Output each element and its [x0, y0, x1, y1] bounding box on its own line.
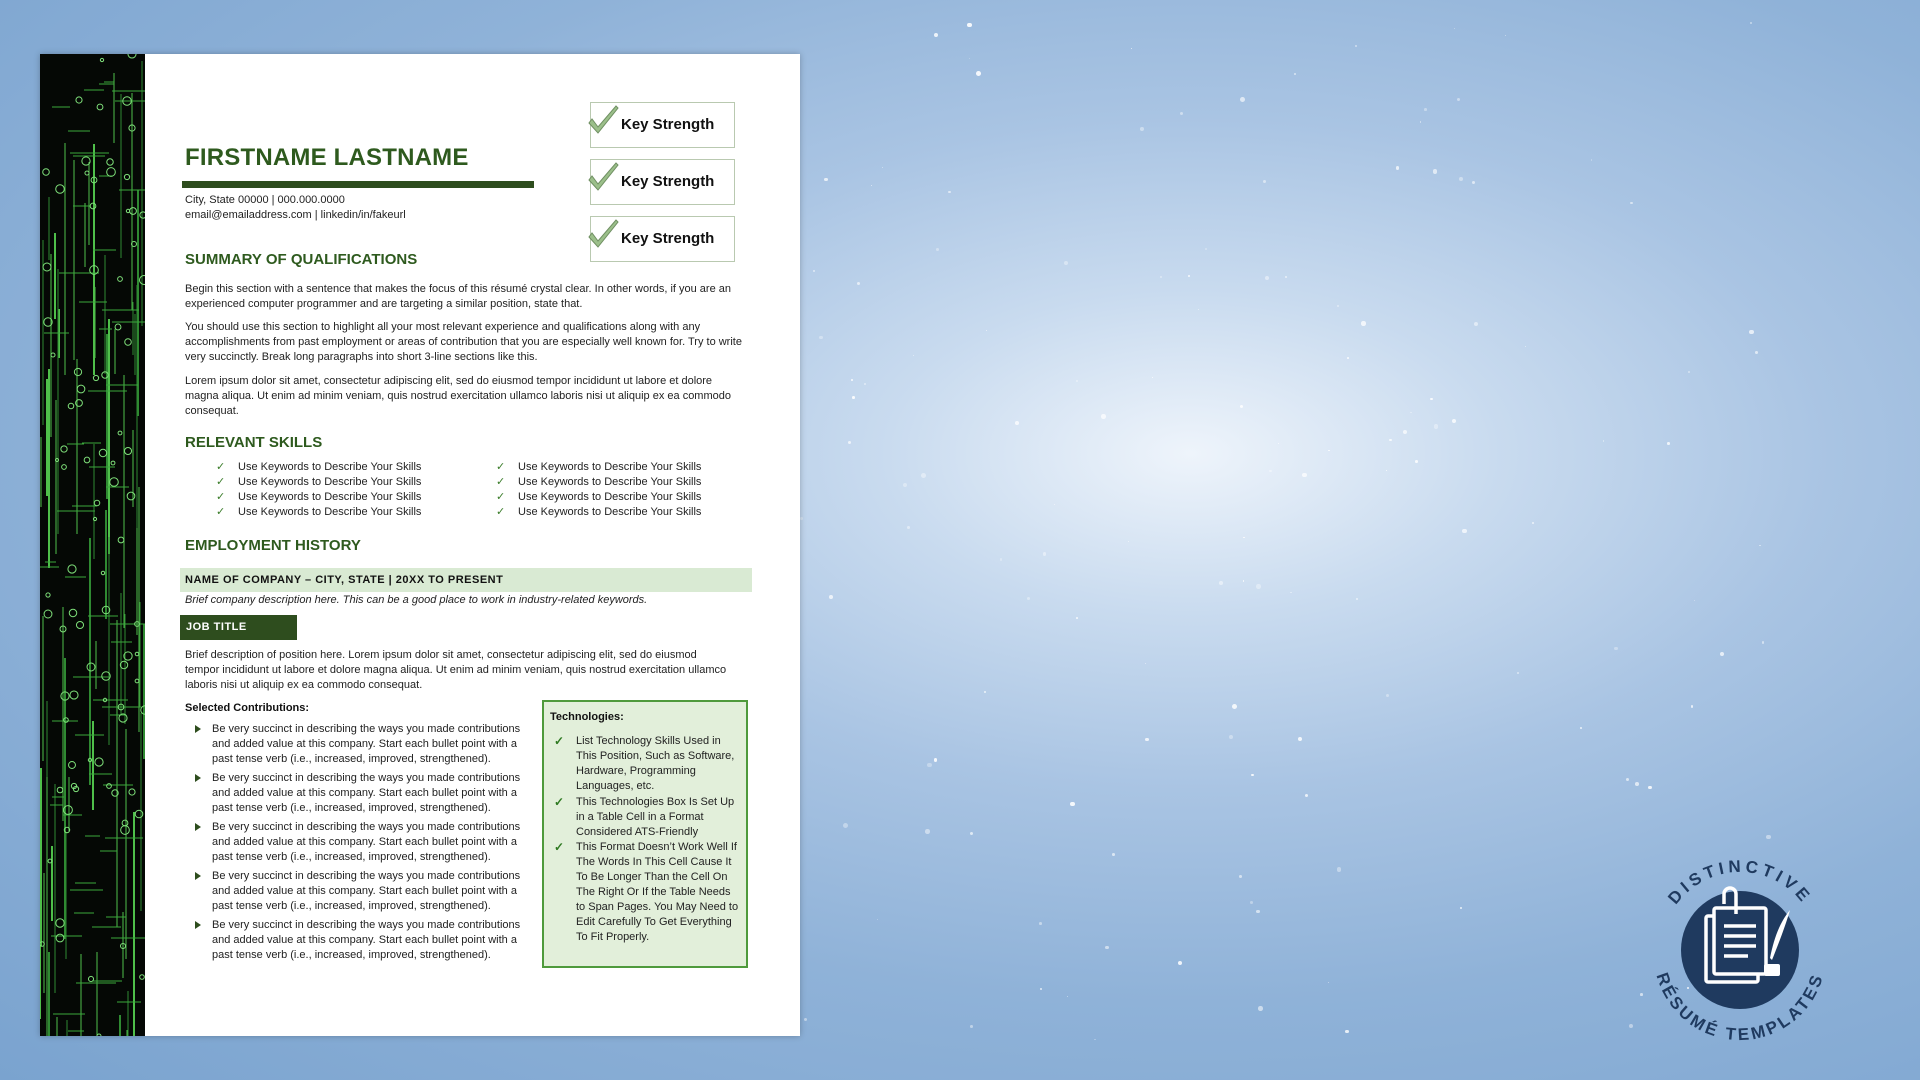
sparkle — [1452, 419, 1456, 423]
contribution-item: Be very succinct in describing the ways you made contributions and added value at this company. Start each bullet point with a past tense verb (i.e., increased, improved, strengthened). — [212, 820, 532, 865]
sparkle — [1766, 835, 1771, 840]
sparkle — [1460, 907, 1462, 909]
sparkle — [1762, 641, 1764, 643]
sparkle — [1396, 166, 1400, 170]
checkmark-icon — [585, 162, 621, 196]
circuit-pad — [107, 159, 113, 165]
circuit-pad — [77, 385, 85, 393]
sparkle — [1305, 794, 1308, 797]
sparkle — [1462, 529, 1467, 534]
company-description: Brief company description here. This can be a good place to work in industry-related keywords. — [185, 594, 648, 606]
sparkle — [1294, 73, 1296, 75]
skills-heading: RELEVANT SKILLS — [185, 434, 323, 451]
sparkle — [1591, 159, 1593, 161]
sparkle — [1459, 177, 1463, 181]
sparkle — [969, 58, 970, 59]
sparkle — [1152, 377, 1153, 378]
summary-paragraph-1: Begin this section with a sentence that makes the focus of this résumé crystal clear. In other words, if you are an experienced computer programmer and are targeting a similar position, state that. — [185, 283, 731, 310]
circuit-pad — [97, 1034, 101, 1036]
sparkle — [1424, 108, 1427, 111]
contribution-item: Be very succinct in describing the ways you made contributions and added value at this company. Start each bullet point with a past tense verb (i.e., increased, improved, strengthened). — [212, 918, 532, 963]
technology-item: ✓ This Format Doesn’t Work Well If The Words In This Cell Cause It To Be Longer Than the Cell On The Right Or If the Table Needs to Span Pages. You May Need to Edit Carefully To Get Everything To Fit Properly. — [554, 840, 739, 943]
technologies-box — [542, 700, 748, 968]
technologies-label: Technologies: — [550, 711, 624, 723]
sparkle — [1243, 580, 1244, 581]
skill-item: ✓ Use Keywords to Describe Your Skills — [496, 461, 702, 473]
sparkle — [925, 829, 930, 834]
job-title: JOB TITLE — [186, 621, 247, 633]
key-strength-label: Key Strength — [621, 173, 715, 190]
sparkle — [903, 483, 907, 487]
circuit-pad — [68, 565, 76, 573]
sparkle — [1328, 450, 1329, 451]
circuit-pad — [76, 97, 82, 103]
sparkle — [1648, 786, 1651, 789]
contribution-item: Be very succinct in describing the ways you made contributions and added value at this company. Start each bullet point with a past tense verb (i.e., increased, improved, strengthened). — [212, 869, 532, 914]
circuit-board-image — [40, 54, 145, 1036]
name-underline — [182, 181, 534, 188]
circuit-pad — [121, 826, 130, 835]
sparkle — [1229, 735, 1233, 739]
sparkle — [1269, 470, 1272, 473]
circuit-pad — [125, 339, 132, 346]
sparkle — [1420, 121, 1421, 122]
sparkle — [1145, 738, 1148, 741]
sparkle — [1070, 802, 1074, 806]
circuit-pad — [70, 691, 78, 699]
sparkle — [864, 383, 866, 385]
skill-item: ✓ Use Keywords to Describe Your Skills — [216, 506, 422, 518]
sparkle — [1691, 705, 1693, 707]
circuit-pad — [124, 447, 131, 454]
sparkle — [1043, 552, 1046, 555]
sparkle — [927, 763, 931, 767]
circuit-pad — [43, 169, 50, 176]
sparkle — [1403, 430, 1407, 434]
circuit-pad — [69, 762, 76, 769]
sparkle — [1101, 414, 1106, 419]
sparkle — [1250, 901, 1253, 904]
sparkle — [1290, 592, 1291, 593]
summary-paragraph-2: You should use this section to highlight all your most relevant experience and qualifications along with any accomplishments from past employment or areas of contribution that you are especially well known for. Try to write very succinctly. Break long paragraphs into short 3-line sections like this. — [185, 321, 742, 363]
circuit-pad — [118, 537, 124, 543]
company-band — [180, 568, 752, 592]
sparkle — [1105, 946, 1108, 949]
sparkle — [984, 691, 986, 693]
sparkle — [976, 71, 981, 76]
sparkle — [1517, 672, 1519, 674]
resume-name: FIRSTNAME LASTNAME — [185, 144, 469, 171]
circuit-pad — [115, 324, 121, 330]
sparkle — [1720, 652, 1724, 656]
sparkle — [1054, 504, 1055, 505]
sparkle — [1243, 537, 1244, 538]
sparkle — [1759, 545, 1760, 546]
circuit-pad — [94, 500, 100, 506]
sparkle — [1128, 541, 1129, 542]
key-strength-label: Key Strength — [621, 116, 715, 133]
sparkle — [1039, 922, 1042, 925]
circuit-pad — [122, 820, 128, 826]
distinctive-resume-templates-logo — [1640, 850, 1840, 1050]
sparkle — [1389, 439, 1391, 441]
sparkle — [1240, 405, 1243, 408]
circuit-pad — [93, 517, 96, 520]
circuit-pad — [84, 457, 90, 463]
circuit-pad — [107, 784, 112, 789]
circuit-pad — [44, 610, 52, 618]
circuit-pad — [74, 368, 81, 375]
check-icon: ✓ — [496, 506, 506, 518]
contact-line-2: email@emailaddress.com | linkedin/in/fakeurl — [185, 209, 406, 221]
employment-heading: EMPLOYMENT HISTORY — [185, 537, 361, 554]
sparkle — [1112, 853, 1115, 856]
sparkle — [1027, 597, 1030, 600]
sparkle — [936, 248, 939, 251]
sparkle — [1239, 875, 1242, 878]
sparkle — [1205, 248, 1208, 251]
circuit-pad — [118, 431, 122, 435]
sparkle — [1219, 581, 1223, 585]
arrow-bullet-icon — [195, 774, 201, 782]
sparkle — [1614, 647, 1617, 650]
sparkle — [1355, 45, 1357, 47]
sparkle — [1140, 127, 1144, 131]
circuit-pad — [95, 758, 103, 766]
check-icon: ✓ — [554, 840, 565, 854]
circuit-pad — [85, 171, 89, 175]
skill-item: ✓ Use Keywords to Describe Your Skills — [496, 491, 702, 503]
sparkle — [1580, 727, 1582, 729]
circuit-pad — [135, 652, 139, 656]
job-title-band — [180, 615, 297, 640]
sparkle — [921, 473, 926, 478]
circuit-pad — [128, 54, 136, 58]
circuit-pad — [127, 492, 135, 500]
resume-page — [40, 54, 800, 1036]
check-icon: ✓ — [216, 476, 226, 488]
circuit-pad — [82, 157, 90, 165]
sparkle — [1626, 778, 1629, 781]
key-strength-label: Key Strength — [621, 230, 715, 247]
arrow-bullet-icon — [195, 823, 201, 831]
circuit-pad — [135, 810, 143, 818]
sparkle — [1667, 442, 1670, 445]
sparkle — [851, 379, 853, 381]
sparkle — [1302, 473, 1307, 478]
sparkle — [1131, 48, 1132, 49]
sparkle — [970, 1025, 973, 1028]
checkmark-icon — [585, 105, 621, 139]
sparkle — [967, 23, 971, 27]
sparkle — [1263, 180, 1266, 183]
sparkle — [986, 330, 987, 331]
sparkle — [1076, 617, 1078, 619]
circuit-pad — [46, 593, 50, 597]
sparkle — [1434, 424, 1438, 428]
sparkle — [1347, 357, 1349, 359]
sparkle — [1337, 305, 1339, 307]
sparkle — [857, 282, 860, 285]
arrow-bullet-icon — [195, 921, 201, 929]
sparkle — [1000, 558, 1002, 560]
sparkle — [1258, 1006, 1263, 1011]
sparkle — [1256, 584, 1261, 589]
circuit-pad — [107, 168, 116, 177]
sparkle — [1145, 663, 1146, 664]
sparkle — [1040, 988, 1042, 990]
sparkle — [848, 441, 852, 445]
sparkle — [800, 517, 803, 520]
sparkle — [1386, 470, 1387, 471]
technology-item: ✓ List Technology Skills Used in This Position, Such as Software, Hardware, Programming Languages, etc. — [554, 734, 735, 792]
sparkle — [1474, 322, 1478, 326]
circuit-pad — [56, 934, 64, 942]
sparkle — [1240, 97, 1245, 102]
contribution-item: Be very succinct in describing the ways you made contributions and added value at this company. Start each bullet point with a past tense verb (i.e., increased, improved, strengthened). — [212, 722, 532, 767]
key-strength-2 — [590, 159, 735, 205]
circuit-pad — [88, 976, 93, 981]
circuit-pad — [93, 375, 98, 380]
sparkle — [1345, 1030, 1349, 1034]
sparkle — [1433, 169, 1438, 174]
technology-item: ✓ This Technologies Box Is Set Up in a Table Cell in a Format Considered ATS-Friendly — [554, 795, 735, 838]
sparkle — [1457, 98, 1460, 101]
sparkle — [1251, 774, 1253, 776]
sparkle — [871, 185, 872, 186]
check-icon: ✓ — [496, 461, 506, 473]
sparkle — [813, 270, 814, 271]
skill-item: ✓ Use Keywords to Describe Your Skills — [216, 491, 422, 503]
sparkle — [1232, 704, 1237, 709]
arrow-bullet-icon — [195, 872, 201, 880]
circuit-pad — [101, 571, 104, 574]
key-strength-3 — [590, 216, 735, 262]
skill-item: ✓ Use Keywords to Describe Your Skills — [216, 476, 422, 488]
sparkle — [948, 191, 950, 193]
sparkle — [970, 832, 973, 835]
contribution-item: Be very succinct in describing the ways you made contributions and added value at this company. Start each bullet point with a past tense verb (i.e., increased, improved, strengthened). — [212, 771, 532, 816]
circuit-pad — [56, 919, 64, 927]
sparkle — [934, 758, 937, 761]
sparkle — [1472, 181, 1475, 184]
sparkle — [1298, 737, 1302, 741]
sparkle — [852, 396, 855, 399]
sparkle — [804, 1018, 807, 1021]
sparkle — [1067, 996, 1068, 997]
sparkle — [1505, 35, 1507, 37]
arrow-bullet-icon — [195, 725, 201, 733]
circuit-pad — [135, 679, 139, 683]
checkmark-icon — [585, 219, 621, 253]
check-icon: ✓ — [496, 491, 506, 503]
logo-bottom-text: RÉSUMÉ TEMPLATES — [1652, 970, 1828, 1045]
circuit-pad — [68, 403, 74, 409]
sparkle — [1415, 460, 1418, 463]
sparkle — [843, 823, 848, 828]
circuit-pad — [129, 789, 135, 795]
sparkle — [1386, 694, 1389, 697]
sparkle — [1430, 398, 1432, 400]
circuit-pad — [111, 461, 115, 465]
check-icon: ✓ — [496, 476, 506, 488]
sparkle — [1750, 22, 1752, 24]
circuit-pad — [99, 449, 106, 456]
sparkle — [1532, 522, 1534, 524]
circuit-pad — [100, 58, 103, 61]
sparkle — [1278, 443, 1279, 444]
sparkle — [1454, 28, 1455, 29]
sparkle — [1064, 261, 1068, 265]
sparkle — [1256, 910, 1259, 913]
sparkle — [907, 526, 910, 529]
sparkle — [1178, 961, 1182, 965]
sparkle — [1603, 440, 1604, 441]
skill-item: ✓ Use Keywords to Describe Your Skills — [496, 476, 702, 488]
circuit-pad — [110, 478, 119, 487]
position-description: Brief description of position here. Lorem ipsum dolor sit amet, consectetur adipiscing elit, sed do eiusmod tempor incididunt ut labore et dolore magna aliqua. Ut enim ad minim veniam, quis nostrud exercitation ullamco laboris nisi ut aliquip ex ea commodo consequat. — [185, 649, 727, 691]
sparkle — [1629, 1024, 1633, 1028]
sparkle — [934, 33, 938, 37]
sparkle — [829, 595, 833, 599]
sparkle — [1188, 275, 1190, 277]
sparkle — [1094, 1039, 1095, 1040]
sparkle — [1630, 202, 1632, 204]
summary-paragraph-3: Lorem ipsum dolor sit amet, consectetur adipiscing elit, sed do eiusmod tempor incididunt ut labore et dolore magna aliqua. Ut enim ad minim veniam, quis nostrud exercitation ullamco laboris nisi ut aliquip ex ea commodo consequat. — [185, 375, 731, 417]
circuit-pad — [51, 353, 55, 357]
skill-item: ✓ Use Keywords to Describe Your Skills — [216, 461, 422, 473]
sparkle — [1694, 600, 1695, 601]
check-icon: ✓ — [216, 491, 226, 503]
sparkle — [882, 167, 884, 169]
circuit-pad — [62, 465, 67, 470]
sparkle — [1015, 421, 1019, 425]
sparkle — [1361, 321, 1365, 325]
sparkle — [819, 336, 822, 339]
circuit-pad — [124, 174, 129, 179]
skill-item: ✓ Use Keywords to Describe Your Skills — [496, 506, 702, 518]
circuit-pad — [56, 185, 65, 194]
sparkle — [877, 919, 878, 920]
sparkle — [1688, 371, 1690, 373]
circuit-pad — [69, 609, 76, 616]
sparkle — [1410, 412, 1411, 413]
sparkle — [1198, 309, 1199, 310]
contact-line-1: City, State 00000 | 000.000.0000 — [185, 194, 345, 206]
sparkle — [1328, 982, 1329, 983]
sparkle — [1337, 867, 1341, 871]
sparkle — [1749, 330, 1754, 335]
sparkle — [1265, 276, 1269, 280]
sparkle — [1180, 112, 1183, 115]
circuit-pad — [61, 446, 67, 452]
sparkle — [1285, 276, 1288, 279]
circuit-pad — [43, 263, 51, 271]
sparkle — [1635, 782, 1639, 786]
sparkle — [1076, 380, 1078, 382]
circuit-pad — [130, 208, 137, 215]
sparkle — [1356, 598, 1357, 599]
company-name: NAME OF COMPANY – CITY, STATE | 20XX TO PRESENT — [185, 574, 504, 586]
logo-top-text: DISTINCTIVE — [1664, 856, 1816, 908]
sparkle — [1525, 346, 1526, 347]
check-icon: ✓ — [216, 461, 226, 473]
contributions-label: Selected Contributions: — [185, 702, 310, 714]
check-icon: ✓ — [216, 506, 226, 518]
check-icon: ✓ — [554, 734, 565, 748]
circuit-pad — [57, 787, 63, 793]
sparkle — [824, 178, 828, 182]
circuit-pad — [76, 621, 83, 628]
sparkle — [913, 355, 914, 356]
summary-heading: SUMMARY OF QUALIFICATIONS — [185, 251, 418, 268]
circuit-pad — [55, 458, 58, 461]
sparkle — [1755, 351, 1758, 354]
key-strength-1 — [590, 102, 735, 148]
circuit-pad — [118, 277, 123, 282]
circuit-pad — [140, 975, 145, 980]
check-icon: ✓ — [554, 795, 565, 809]
circuit-pad — [97, 104, 103, 110]
sparkle — [1160, 276, 1162, 278]
